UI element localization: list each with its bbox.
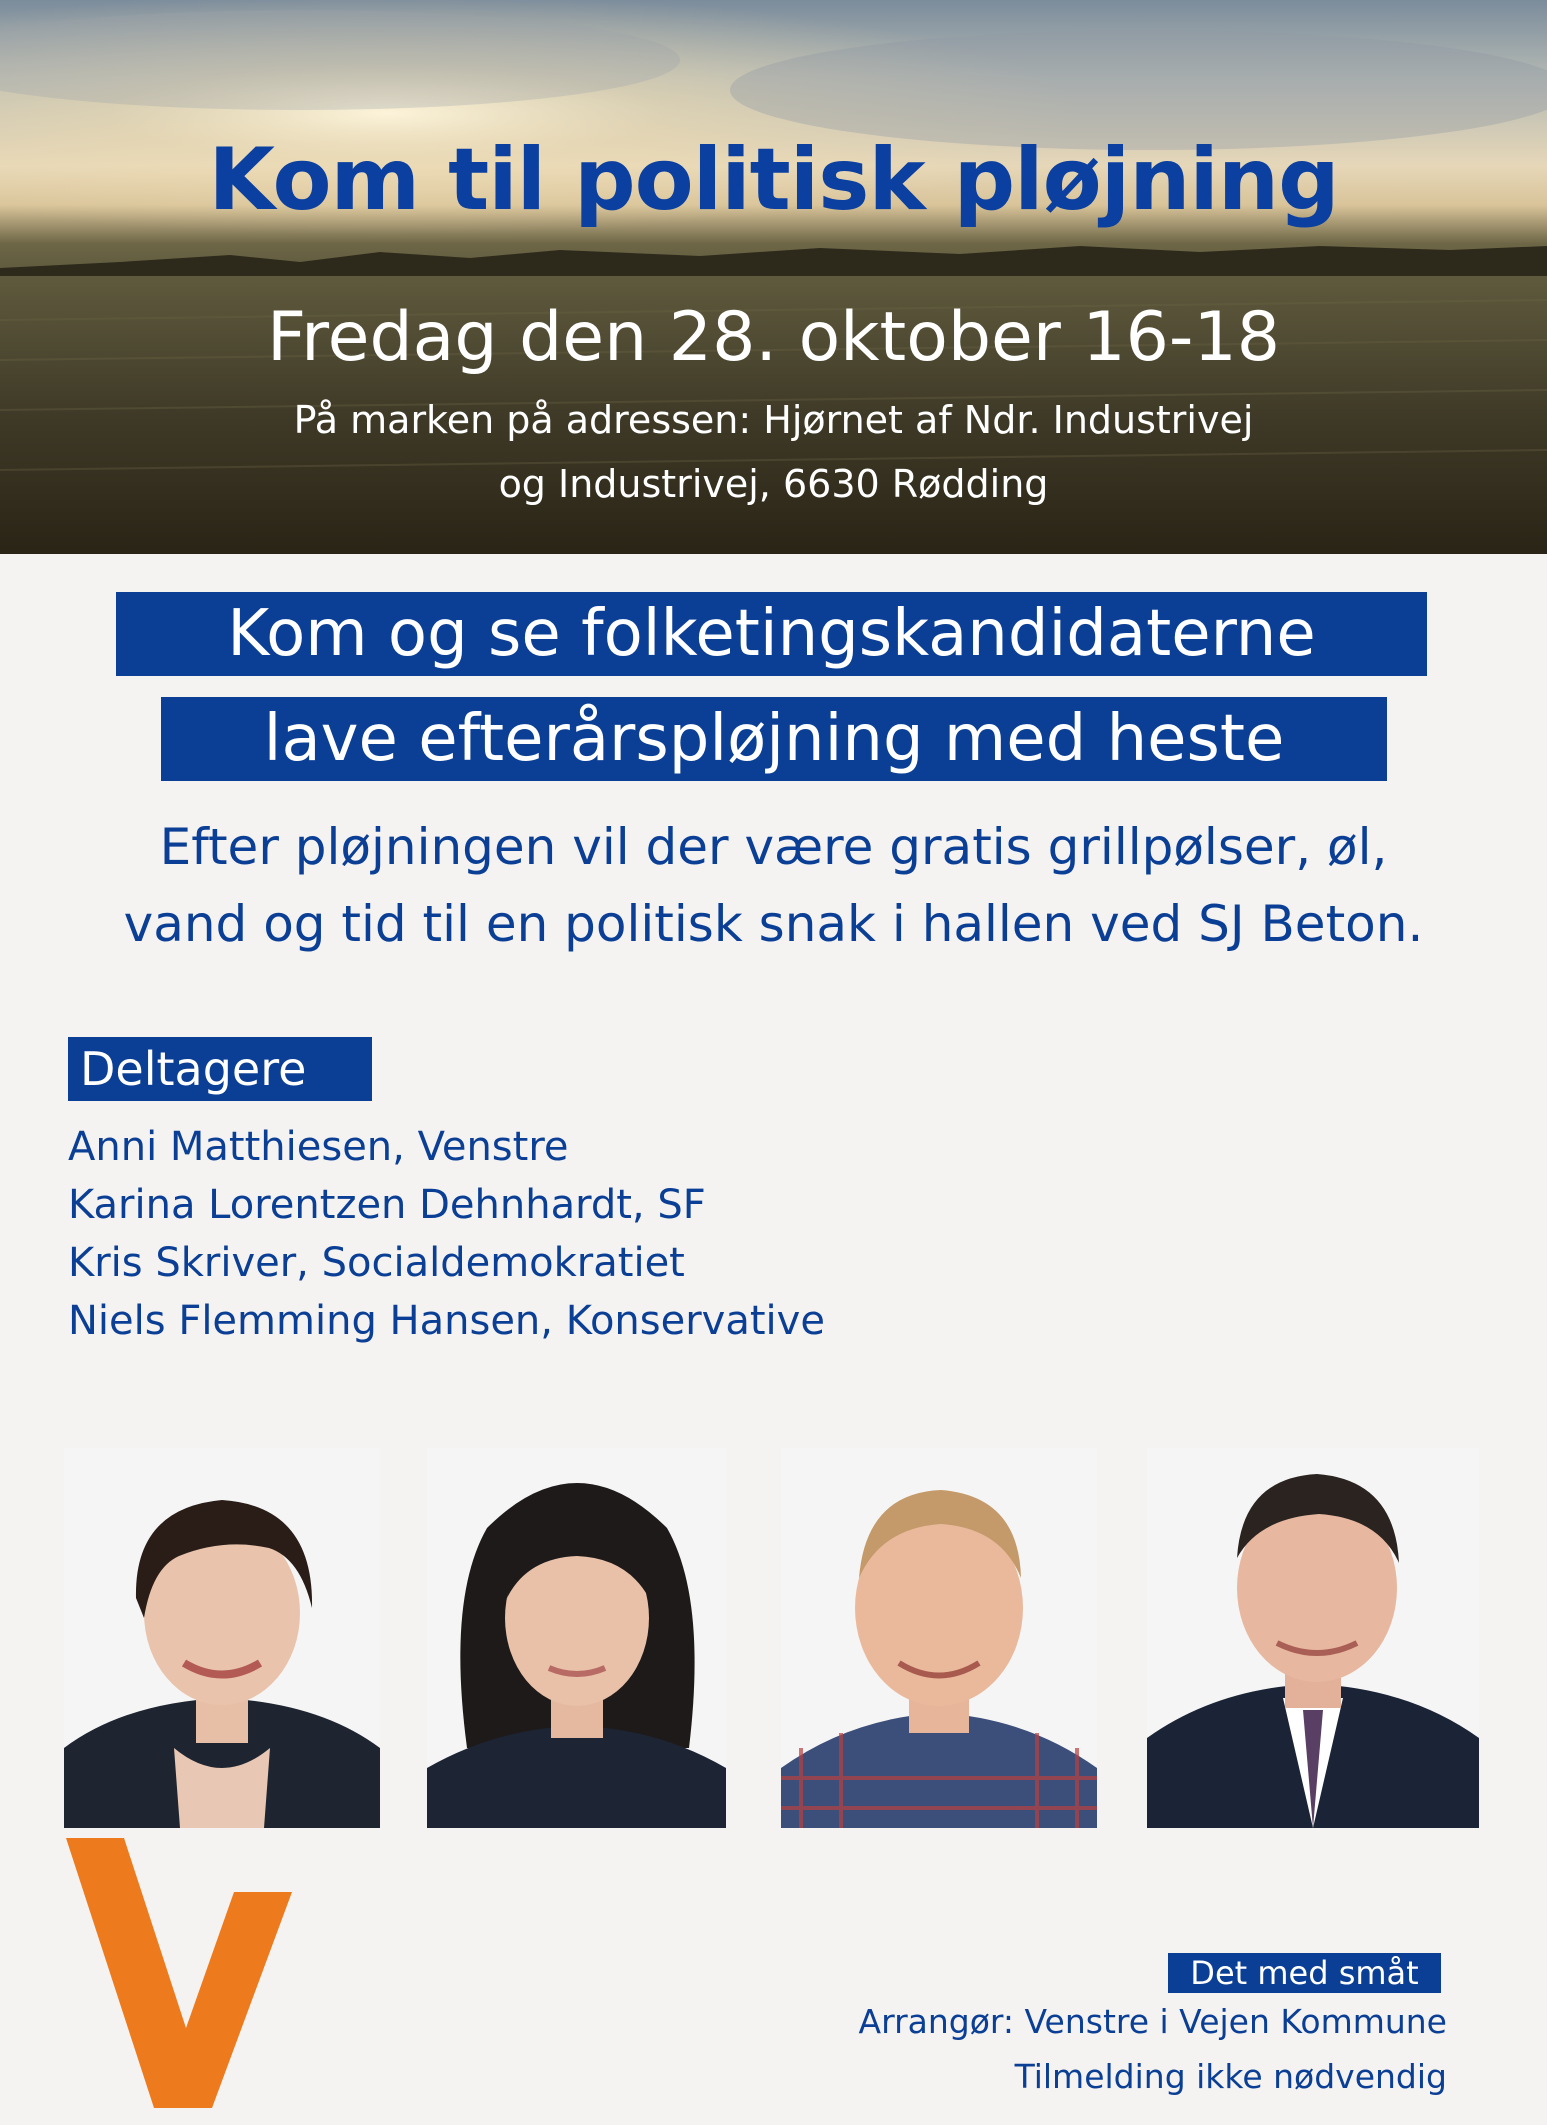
- portrait-photo-1: [64, 1448, 380, 1828]
- portrait-photo-4: [1147, 1448, 1479, 1828]
- lead-text-line1: Efter pløjningen vil der være gratis grillpølser, øl,: [159, 818, 1388, 876]
- event-title: Kom til politisk pløjning: [208, 130, 1339, 230]
- portrait-photo-3: [781, 1448, 1097, 1828]
- participant-item: Karina Lorentzen Dehnhardt, SF: [68, 1182, 706, 1228]
- hero-banner: [0, 0, 1547, 554]
- fine-print-heading: Det med småt: [1168, 1953, 1441, 1993]
- event-address-line2: og Industrivej, 6630 Rødding: [498, 462, 1049, 506]
- lead-text-line2: vand og tid til en politisk snak i hallen ved SJ Beton.: [123, 895, 1424, 953]
- organizer-text: Arrangør: Venstre i Vejen Kommune: [858, 2002, 1447, 2041]
- participant-item: Kris Skriver, Socialdemokratiet: [68, 1240, 685, 1286]
- headline-banner-line1: Kom og se folketingskandidaterne: [116, 592, 1427, 676]
- event-address-line1: På marken på adressen: Hjørnet af Ndr. Industrivej: [293, 398, 1254, 442]
- participants-list: [68, 1118, 825, 1350]
- signup-text: Tilmelding ikke nødvendig: [1014, 2057, 1447, 2096]
- event-date: Fredag den 28. oktober 16-18: [267, 298, 1280, 377]
- headline-banner-line2: lave efterårspløjning med heste: [161, 697, 1387, 781]
- participant-item: Niels Flemming Hansen, Konservative: [68, 1298, 825, 1344]
- participant-item: Anni Matthiesen, Venstre: [68, 1124, 569, 1170]
- portrait-photo-2: [427, 1448, 726, 1828]
- participants-heading: Deltagere: [68, 1037, 372, 1101]
- venstre-logo-icon: [66, 1838, 292, 2112]
